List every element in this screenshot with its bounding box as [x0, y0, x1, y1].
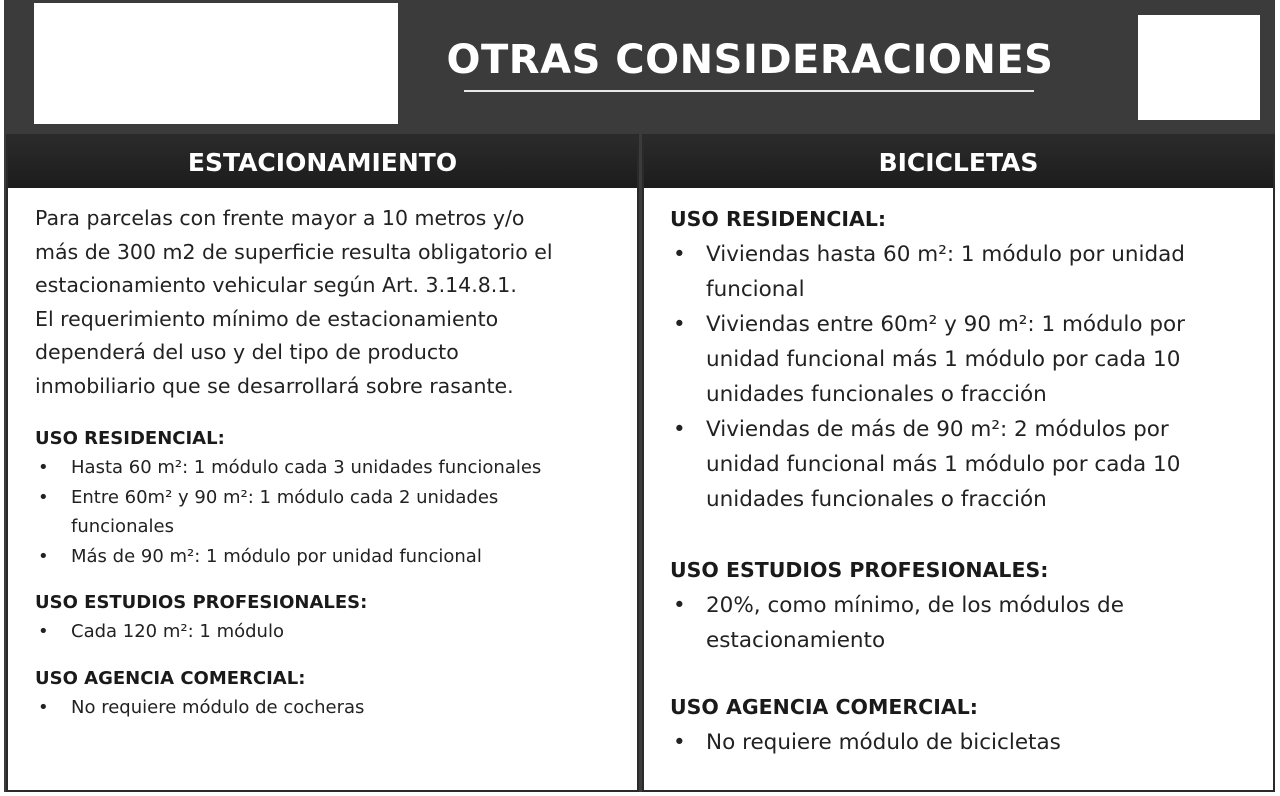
- intro-line: más de 300 m2 de superficie resulta obligatorio el: [35, 239, 553, 264]
- logo-placeholder-right: [1138, 15, 1260, 120]
- page-title: OTRAS CONSIDERACIONES: [446, 37, 1054, 83]
- intro-line: inmobiliario que se desarrollará sobre rasante.: [35, 373, 514, 398]
- section-title: USO ESTUDIOS PROFESIONALES:: [670, 558, 1049, 582]
- intro-line: Para parcelas con frente mayor a 10 metros y/o: [35, 206, 525, 230]
- intro-line: estacionamiento vehicular según Art. 3.14.8.1.: [35, 273, 517, 297]
- list-item: • Más de 90 m²: 1 módulo por unidad funcional: [35, 542, 613, 572]
- residential-bicycle-list: [670, 237, 1249, 517]
- section-title: USO AGENCIA COMERCIAL:: [35, 667, 306, 689]
- list-item: • Viviendas entre 60m² y 90 m²: 1 módulo por unidad funcional más 1 módulo por cada 10 unidades funcionales o fracción: [670, 307, 1249, 412]
- list-item: • Entre 60m² y 90 m²: 1 módulo cada 2 unidades funcionales: [35, 483, 551, 542]
- list-item: • No requiere módulo de bicicletas: [670, 725, 1249, 760]
- section-title: USO ESTUDIOS PROFESIONALES:: [35, 592, 368, 613]
- commercial-bicycle-list: [670, 725, 1249, 760]
- parking-intro: [35, 202, 613, 403]
- list-item: • Viviendas hasta 60 m²: 1 módulo por unidad funcional: [670, 237, 1249, 307]
- bicycle-panel-body: [644, 188, 1273, 760]
- residential-parking-list: [35, 453, 613, 571]
- section-title: USO RESIDENCIAL:: [670, 207, 887, 231]
- parking-panel-heading: ESTACIONAMIENTO: [8, 136, 637, 188]
- list-item: • Cada 120 m²: 1 módulo: [35, 617, 613, 647]
- section-title: USO AGENCIA COMERCIAL:: [670, 695, 978, 719]
- professional-parking-list: [35, 617, 613, 647]
- parking-panel: [6, 134, 639, 792]
- commercial-parking-list: [35, 693, 613, 723]
- list-item: • Hasta 60 m²: 1 módulo cada 3 unidades funcionales: [35, 453, 613, 483]
- title-underline: [464, 90, 1034, 92]
- parking-panel-body: [8, 188, 637, 722]
- bicycle-panel-heading: BICICLETAS: [644, 136, 1273, 188]
- professional-bicycle-list: [670, 588, 1249, 658]
- logo-placeholder-left: [34, 3, 398, 124]
- list-item: • Viviendas de más de 90 m²: 2 módulos por unidad funcional más 1 módulo por cada 10 unidades funcionales o fracción: [670, 412, 1249, 517]
- list-item: • No requiere módulo de cocheras: [35, 693, 613, 723]
- list-item: • 20%, como mínimo, de los módulos de estacionamiento: [670, 588, 1249, 658]
- intro-line: El requerimiento mínimo de estacionamiento: [35, 306, 499, 331]
- section-title: USO RESIDENCIAL:: [35, 428, 225, 449]
- bicycle-panel: [642, 134, 1275, 792]
- intro-line: dependerá del uso y del tipo de producto: [35, 340, 459, 364]
